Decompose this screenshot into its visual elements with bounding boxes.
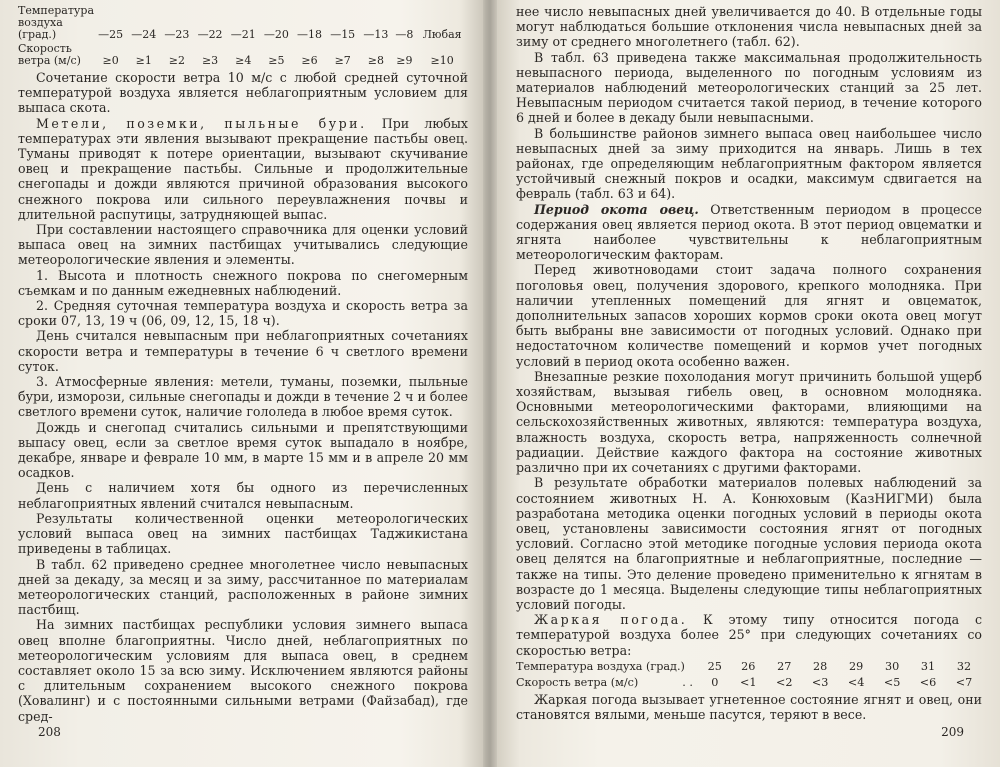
right-page bbox=[497, 0, 1000, 767]
run-in-heading: Метели, поземки, пыльные бури. bbox=[36, 115, 367, 131]
wind-cell: <7 bbox=[955, 675, 973, 689]
wind-cell: ≥6 bbox=[301, 54, 318, 67]
wind-cell: ≥1 bbox=[135, 54, 152, 67]
temp-label: Температура воздуха (град.) bbox=[516, 659, 685, 673]
temp-cell: 29 bbox=[849, 659, 864, 673]
run-in-heading: Жаркая погода. bbox=[534, 612, 688, 628]
wind-cell: ≥3 bbox=[201, 54, 219, 67]
run-in-heading: Период окота овец. bbox=[534, 201, 699, 217]
wind-cell: 0 bbox=[711, 675, 719, 689]
paragraph-text: Ответственным периодом в процессе содержания овец является период окота. В этот период овцематки и ягнята наиболее чувствительны к неблагоприятным метеорологическим факторам. bbox=[516, 201, 982, 263]
temp-cell: Любая bbox=[422, 28, 462, 41]
page-number: 209 bbox=[941, 725, 964, 739]
temp-row bbox=[18, 4, 468, 42]
wind-row bbox=[18, 42, 468, 68]
paragraph: Перед животноводами стоит задача полного сохранения поголовья овец, получения здорового, крепкого молодняка. При наличии утепленных помещений для ягнят и овцематок, дополнительных запасов хороших кормов сроки окота овец могут быть выбраны вне зависимости от погодных условий. Однако при недостаточном количестве помещений и кормов учет погодных условий в период окота особенно важен. bbox=[516, 262, 982, 369]
wind-cell: <1 bbox=[740, 675, 757, 689]
paragraph: Жаркая погода вызывает угнетенное состояние ягнят и овец, они становятся вялыми, меньше пасутся, теряют в весе. bbox=[516, 691, 982, 722]
left-page bbox=[0, 0, 483, 767]
temp-cell: —22 bbox=[197, 28, 223, 41]
temp-cell: —8 bbox=[395, 28, 414, 41]
book-gutter bbox=[483, 0, 497, 767]
paragraph: Внезапные резкие похолодания могут причинить большой ущерб хозяйствам, вызывая гибель овец, в основном молодняка. Основными метеорологическими факторами, влияющими на сельскохозяйственных животных, являются: температура воздуха, влажность воздуха, скорость ветра, напряженность солнечной радиации. Действие каждого фактора на состояние животных различно при их сочетаниях с другими факторами. bbox=[516, 368, 982, 476]
wind-cell: ≥7 bbox=[334, 54, 351, 67]
temp-cell: —15 bbox=[330, 28, 356, 41]
right-page-text bbox=[516, 4, 982, 722]
temp-cell: —20 bbox=[263, 28, 289, 41]
wind-dots: . . bbox=[682, 675, 693, 689]
temp-cell: —21 bbox=[230, 28, 256, 41]
paragraph-text: При любых температурах эти явления вызывают прекращение пастьбы овец. Туманы приводят к потере ориентации, вызывают скучивание овец и прекращение пастьбы. Сильные и продолжительные снегопады и дожди являются причиной образования высокого снежного покрова или сильного переувлажнения почвы и длительной распутицы, затрудняющей выпас. bbox=[18, 115, 468, 222]
temp-cell: 25 bbox=[707, 659, 722, 673]
wind-cell: ≥8 bbox=[367, 54, 384, 67]
hot-weather-table bbox=[516, 659, 982, 691]
temp-wind-table bbox=[18, 4, 468, 68]
temp-label: Температура воздуха (град.) bbox=[18, 4, 95, 41]
paragraph: В результате обработки материалов полевых наблюдений за состоянием животных Н. А. Конюховым (КазНИГМИ) была разработана методика оценки погодных условий в периоды окота овец, установлены зависимости состояния ягнят от погодных условий. Согласно этой методике погодные условия периода окота овец делятся на благоприятные и неблагоприятные, последние — также на типы. Это деление проведено применительно к ягнятам в возрасте до 1 месяца. Выделены следующие типы неблагоприятных условий погоды. bbox=[516, 475, 982, 612]
temp-cell: —13 bbox=[363, 28, 389, 41]
temp-cell: 27 bbox=[777, 659, 792, 673]
temp-cell: —18 bbox=[297, 28, 323, 41]
paragraph: нее число невыпасных дней увеличивается до 40. В отдельные годы могут наблюдаться большие отклонения числа невыпасных дней за зиму от среднего многолетнего (табл. 62). bbox=[516, 4, 982, 50]
wind-label: Скорость ветра (м/с) bbox=[516, 675, 639, 689]
wind-cell: ≥9 bbox=[396, 54, 413, 67]
wind-cell: <5 bbox=[883, 675, 901, 689]
temp-cell: 30 bbox=[884, 659, 900, 673]
temp-cell: 26 bbox=[741, 659, 756, 673]
paragraph: В большинстве районов зимнего выпаса овец наибольшее число невыпасных дней за зиму приходится на январь. Лишь в тех районах, где определяющим неблагоприятным фактором является устойчивый снежный покров и осадки, максимум сдвигается на февраль (табл. 63 и 64). bbox=[516, 125, 982, 202]
temp-cell: 31 bbox=[920, 659, 936, 673]
wind-cell: <4 bbox=[847, 675, 865, 689]
paragraph: В табл. 62 приведено среднее многолетнее число невыпасных дней за декаду, за месяц и за зиму, рассчитанное по материалам метеорологических станций, расположенных в районе зимних пастбищ. bbox=[18, 556, 468, 618]
paragraph: Дождь и снегопад считались сильными и препятствующими выпасу овец, если за светлое время суток выпадало в ноябре, декабре, январе и феврале 10 мм, в марте 15 мм и в апреле 20 мм осадков. bbox=[18, 419, 468, 481]
wind-cell: ≥10 bbox=[430, 54, 454, 67]
paragraph: 3. Атмосферные явления: метели, туманы, поземки, пыльные бури, изморози, сильные снегопады и дожди в течение 2 ч и более светлого времени суток, наличие гололеда в любое время суток. bbox=[18, 374, 468, 420]
paragraph bbox=[516, 202, 982, 263]
paragraph bbox=[516, 612, 982, 658]
wind-cell: ≥5 bbox=[268, 54, 285, 67]
paragraph: Результаты количественной оценки метеорологических условий выпаса овец на зимних пастбищах Таджикистана приведены в таблицах. bbox=[18, 510, 468, 557]
temp-row bbox=[516, 659, 982, 675]
paragraph: 1. Высота и плотность снежного покрова по снегомерным съемкам и по данным ежедневных наблюдений. bbox=[18, 267, 468, 298]
temp-cell: —23 bbox=[164, 28, 190, 41]
paragraph: 2. Средняя суточная температура воздуха и скорость ветра за сроки 07, 13, 19 ч (06, 09, 12, 15, 18 ч). bbox=[18, 298, 468, 329]
paragraph: При составлении настоящего справочника для оценки условий выпаса овец на зимних пастбищах учитывались следующие метеорологические явления и элементы. bbox=[18, 222, 468, 268]
wind-row bbox=[516, 675, 982, 691]
temp-cell: 28 bbox=[813, 659, 828, 673]
wind-cell: <2 bbox=[775, 675, 793, 689]
paragraph: День с наличием хотя бы одного из перечисленных неблагоприятных явлений считался невыпасным. bbox=[18, 480, 468, 511]
paragraph: День считался невыпасным при неблагоприятных сочетаниях скорости ветра и температуры в течение 6 ч светлого времени суток. bbox=[18, 328, 468, 374]
wind-cell: ≥4 bbox=[235, 54, 252, 67]
paragraph: Сочетание скорости ветра 10 м/с с любой средней суточной температурой воздуха является неблагоприятным условием для выпаса скота. bbox=[18, 70, 468, 116]
paragraph: На зимних пастбищах республики условия зимнего выпаса овец вполне благоприятны. Число дней, неблагоприятных по метеорологическим условиям для выпаса овец, в среднем составляет около 15 за всю зиму. Исключением являются районы с длительным сохранением высокого снежного покрова (Ховалинг) и с постоянными сильными ветрами (Файзабад), где сред- bbox=[18, 617, 468, 724]
temp-cell: 32 bbox=[956, 659, 972, 673]
wind-cell: ≥0 bbox=[102, 54, 119, 67]
temp-cell: —25 bbox=[98, 28, 124, 41]
page-number: 208 bbox=[38, 725, 61, 739]
paragraph-text: К этому типу относится погода с температурой воздуха более 25° при следующих сочетаниях со скоростью ветра: bbox=[516, 612, 982, 658]
paragraph bbox=[18, 116, 468, 222]
wind-cell: ≥2 bbox=[168, 54, 186, 67]
paragraph: В табл. 63 приведена также максимальная продолжительность невыпасного периода, выделенного по погодным условиям из материалов наблюдений метеорологических станций за 25 лет. Невыпасным периодом считается такой период, в течение которого 6 дней и более в декаду были невыпасными. bbox=[516, 49, 982, 126]
wind-label: Скорость ветра (м/с) bbox=[18, 42, 81, 67]
left-page-text bbox=[18, 4, 468, 724]
wind-cell: <6 bbox=[919, 675, 937, 689]
temp-cell: —24 bbox=[131, 28, 157, 41]
wind-cell: <3 bbox=[811, 675, 829, 689]
